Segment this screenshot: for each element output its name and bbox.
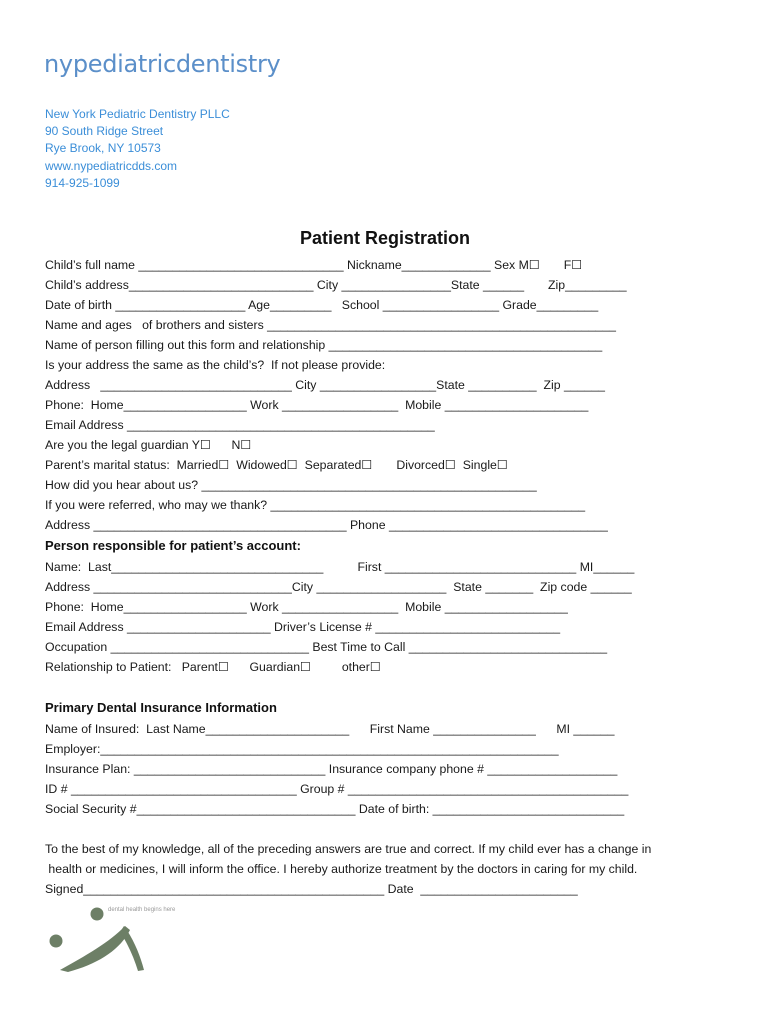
insurance-plan-line[interactable]: Insurance Plan: ____________________________ Insurance company phone # ___________________ (45, 762, 618, 776)
same-address-question: Is your address the same as the child’s? If not please provide: (45, 358, 386, 372)
responsible-address-line[interactable]: Address _____________________________City ___________________ State _______ Zip code ______ (45, 580, 632, 594)
practice-info (45, 106, 230, 192)
relationship-line[interactable]: Relationship to Patient: Parent☐ Guardian☐ other☐ (45, 660, 381, 674)
siblings-line[interactable]: Name and ages of brothers and sisters ___________________________________________________ (45, 318, 616, 332)
insurance-heading: Primary Dental Insurance Information (45, 700, 277, 715)
ssn-line[interactable]: Social Security #________________________________ Date of birth: ____________________________ (45, 802, 625, 816)
parent-phone-line[interactable]: Phone: Home__________________ Work _________________ Mobile _____________________ (45, 398, 589, 412)
referred-by-line[interactable]: If you were referred, who may we thank? ______________________________________________ (45, 498, 586, 512)
practice-city: Rye Brook, NY 10573 (45, 141, 161, 156)
referral-source-line[interactable]: How did you hear about us? _________________________________________________ (45, 478, 537, 492)
signature-line[interactable]: Signed____________________________________________ Date _______________________ (45, 882, 578, 896)
referrer-address-line[interactable]: Address _____________________________________ Phone ________________________________ (45, 518, 608, 532)
employer-line[interactable]: Employer:___________________________________________________________________ (45, 742, 559, 756)
page-title: Patient Registration (299, 228, 471, 248)
logo: nypediatricdentistry (44, 50, 281, 78)
attestation-line-1: To the best of my knowledge, all of the preceding answers are true and correct. If my child ever has a change in (45, 842, 652, 856)
date-of-birth-line[interactable]: Date of birth ___________________ Age_________ School _________________ Grade_________ (45, 298, 599, 312)
person-filling-form-line[interactable]: Name of person filling out this form and relationship ________________________________________ (45, 338, 603, 352)
marital-status-line[interactable]: Parent’s marital status: Married☐ Widowed☐ Separated☐ Divorced☐ Single☐ (45, 458, 508, 472)
footer-tagline: dental health begins here (108, 907, 176, 913)
insured-name-line[interactable]: Name of Insured: Last Name_____________________ First Name _______________ MI ______ (45, 722, 615, 736)
practice-website[interactable]: www.nypediatricdds.com (45, 158, 178, 173)
practice-name: New York Pediatric Dentistry PLLC (45, 107, 230, 121)
id-group-line[interactable]: ID # _________________________________ Group # _________________________________________ (45, 782, 629, 796)
childs-full-name-line[interactable]: Child’s full name ______________________________ Nickname_____________ Sex M☐ F☐ (45, 258, 583, 272)
legal-guardian-line[interactable]: Are you the legal guardian Y☐ N☐ (45, 438, 252, 452)
attestation-line-2: health or medicines, I will inform the office. I hereby authorize treatment by the doctors in caring for my child. (45, 862, 638, 876)
parent-address-line[interactable]: Address ____________________________ City _________________State __________ Zip ______ (45, 378, 606, 392)
practice-phone: 914-925-1099 (45, 175, 120, 190)
responsible-email-line[interactable]: Email Address _____________________ Driver’s License # ___________________________ (45, 620, 561, 634)
parent-email-line[interactable]: Email Address _____________________________________________ (45, 418, 435, 432)
childs-address-line[interactable]: Child’s address___________________________ City ________________State ______ Zip_________ (45, 278, 627, 292)
decorative-figure-icon (40, 900, 200, 1024)
practice-street: 90 South Ridge Street (45, 124, 164, 139)
responsible-party-heading: Person responsible for patient’s account: (45, 538, 301, 553)
responsible-phone-line[interactable]: Phone: Home__________________ Work _________________ Mobile __________________ (45, 600, 568, 614)
occupation-line[interactable]: Occupation _____________________________ Best Time to Call _____________________________ (45, 640, 608, 654)
responsible-name-line[interactable]: Name: Last_______________________________ First ____________________________ MI______ (45, 560, 635, 574)
